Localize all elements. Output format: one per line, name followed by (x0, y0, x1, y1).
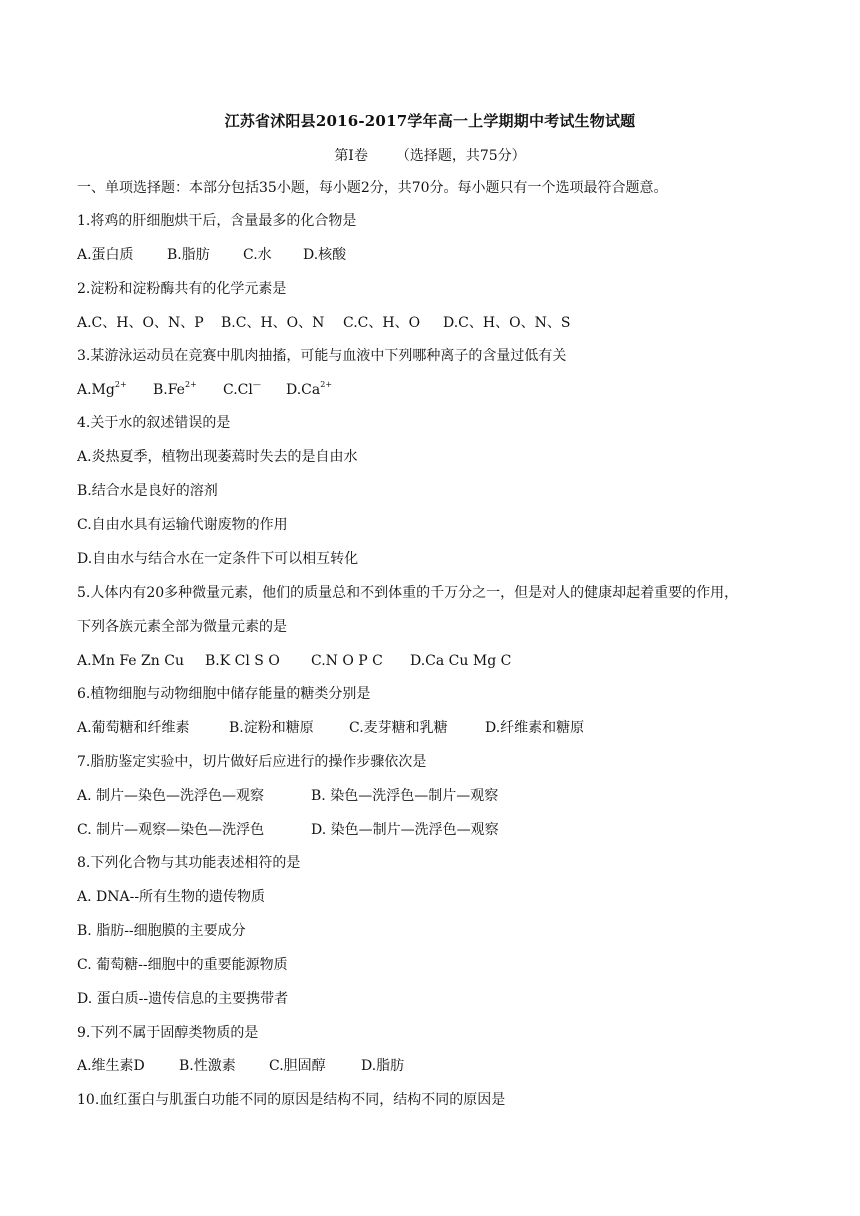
options-row (77, 380, 332, 400)
option: B.脂肪 (167, 247, 210, 263)
option: A.炎热夏季，植物出现萎蔫时失去的是自由水 (77, 449, 358, 465)
option: $D.Ca^{2+}$ (286, 380, 333, 398)
option: D.C、H、O、N、S (443, 315, 571, 331)
option: A. 制片—染色—洗浮色—观察 (77, 788, 265, 804)
question-stem: 8.下列化合物与其功能表述相符的是 (77, 855, 301, 871)
option: $B.Fe^{2+}$ (153, 380, 197, 398)
option: C.N O P C (311, 653, 383, 669)
section-note: （选择题，共75分） (395, 148, 526, 164)
option: A.蛋白质 (77, 247, 134, 263)
option: A.Mn Fe Zn Cu (77, 653, 184, 669)
options-row (77, 1056, 404, 1076)
option: C.胆固醇 (269, 1058, 326, 1074)
question-stem: 3.某游泳运动员在竞赛中肌肉抽搐，可能与血液中下列哪种离子的含量过低有关 (77, 348, 567, 364)
option: B. 染色—洗浮色—制片—观察 (311, 788, 499, 804)
options-row (77, 718, 584, 738)
option: B.C、H、O、N (221, 315, 325, 331)
option: A.葡萄糖和纤维素 (77, 720, 190, 736)
question-stem: 7.脂肪鉴定实验中，切片做好后应进行的操作步骤依次是 (77, 754, 427, 770)
section-header (0, 145, 860, 165)
option: C. 制片—观察—染色—洗浮色 (77, 822, 265, 838)
question-stem: 9.下列不属于固醇类物质的是 (77, 1025, 259, 1041)
instructions: 一、单项选择题：本部分包括35小题，每小题2分，共70分。每小题只有一个选项最符合题意。 (77, 180, 668, 196)
document-title: 江苏省沭阳县2016-2017学年高一上学期期中考试生物试题 (224, 112, 636, 130)
question-stem-continued: 下列各族元素全部为微量元素的是 (77, 619, 287, 635)
option: C.自由水具有运输代谢废物的作用 (77, 517, 288, 533)
option: A.C、H、O、N、P (77, 315, 204, 331)
question-stem: 2.淀粉和淀粉酶共有的化学元素是 (77, 281, 287, 297)
option: D.核酸 (303, 247, 347, 263)
options-row (77, 786, 498, 806)
question-stem: 5.人体内有20多种微量元素，他们的质量总和不到体重的千万分之一，但是对人的健康却起着重要的作用， (77, 585, 739, 601)
option: D.纤维素和糖原 (485, 720, 585, 736)
section-label: 第Ⅰ卷 (334, 148, 368, 164)
options-row (77, 313, 570, 333)
option: D.脂肪 (361, 1058, 405, 1074)
option: B. 脂肪--细胞膜的主要成分 (77, 923, 246, 939)
option: B.性激素 (179, 1058, 236, 1074)
option: C.麦芽糖和乳糖 (349, 720, 448, 736)
option: $A.Mg^{2+}$ (77, 380, 127, 398)
option: C.水 (243, 247, 272, 263)
question-stem: 1.将鸡的肝细胞烘干后，含量最多的化合物是 (77, 213, 357, 229)
options-row (77, 245, 346, 265)
options-row (77, 651, 511, 671)
option: C.Cl— (223, 380, 261, 398)
question-stem: 6.植物细胞与动物细胞中储存能量的糖类分别是 (77, 686, 371, 702)
option: C. 葡萄糖--细胞中的重要能源物质 (77, 957, 288, 973)
option: D.自由水与结合水在一定条件下可以相互转化 (77, 551, 359, 567)
question-stem: 4.关于水的叙述错误的是 (77, 415, 231, 431)
option: B.K Cl S O (205, 653, 280, 669)
option: D. 蛋白质--遗传信息的主要携带者 (77, 991, 289, 1007)
option: B.淀粉和糖原 (229, 720, 314, 736)
option: D.Ca Cu Mg C (410, 653, 512, 669)
option: A. DNA--所有生物的遗传物质 (77, 889, 266, 905)
option: A.维生素D (77, 1058, 145, 1074)
question-stem: 10.血红蛋白与肌蛋白功能不同的原因是结构不同，结构不同的原因是 (77, 1092, 506, 1108)
option: B.结合水是良好的溶剂 (77, 483, 218, 499)
option: C.C、H、O (343, 315, 421, 331)
option: D. 染色—制片—洗浮色—观察 (311, 822, 499, 838)
options-row (77, 820, 499, 840)
